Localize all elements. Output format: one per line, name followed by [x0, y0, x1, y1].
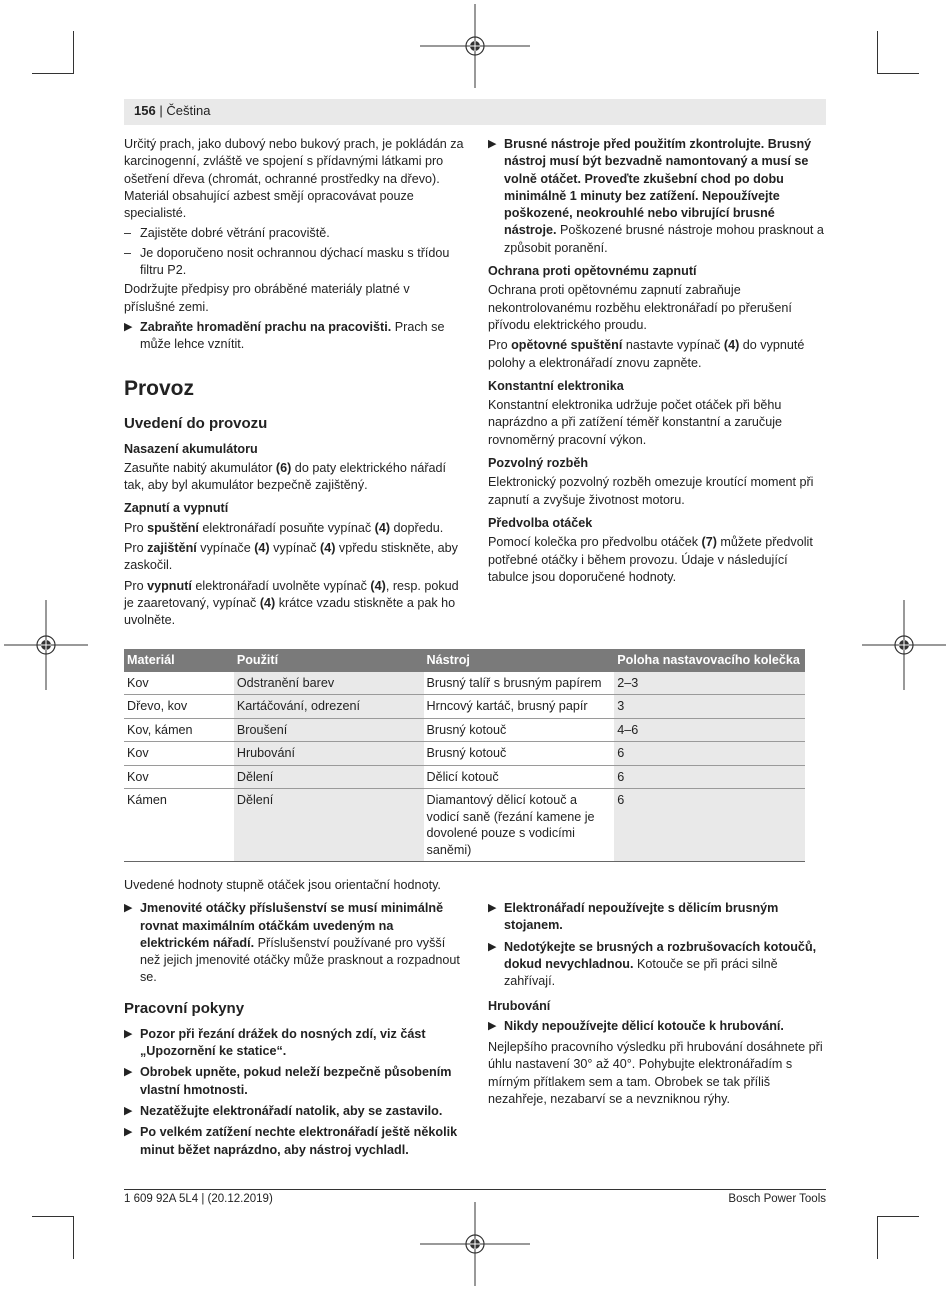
table-cell: Brusný kotouč [424, 718, 615, 742]
table-cell: 2–3 [614, 672, 805, 695]
paragraph: Pro zajištění vypínače (4) vypínač (4) vpředu stiskněte, aby zaskočil. [124, 541, 458, 573]
column-header: Materiál [124, 649, 234, 672]
warning-item: ▶ Obrobek upněte, pokud neleží bezpečně působením vlastní hmotnosti. [124, 1065, 452, 1097]
topic-heading: Hrubování [488, 999, 551, 1014]
header-language: Čeština [166, 103, 211, 118]
table-cell: Kámen [124, 789, 234, 862]
topic-heading: Předvolba otáček [488, 515, 593, 530]
paragraph: Pomocí kolečka pro předvolbu otáček (7) můžete předvolit potřebné otáčky i během provozu. Údaje v následující tabulce jsou doporučené hodnoty. [488, 535, 813, 584]
table-cell: 6 [614, 742, 805, 766]
topic-heading: Nasazení akumulátoru [124, 441, 258, 456]
table-row [124, 742, 805, 766]
crop-mark [877, 1216, 919, 1217]
table-cell: 4–6 [614, 718, 805, 742]
crop-mark [877, 73, 919, 74]
subsection-heading: Pracovní pokyny [124, 999, 245, 1017]
bullet-arrow-icon: ▶ [124, 902, 133, 915]
column-header: Poloha nastavovacího kolečka [614, 649, 805, 672]
warning-item: ▶ Po velkém zatížení nechte elektronářadí ještě několik minut běžet naprázdno, aby nástroj vychladl. [124, 1125, 458, 1157]
crop-mark [32, 73, 74, 74]
page-number: 156 [134, 103, 156, 118]
warning-item: ▶ Nezatěžujte elektronářadí natolik, aby se zastavilo. [124, 1103, 464, 1120]
topic-heading: Pozvolný rozběh [488, 456, 589, 471]
paragraph: Nejlepšího pracovního výsledku při hrubování dosáhnete při úhlu nastavení 30° až 40°. Pohybujte elektronářadím s mírným přítlakem sem a tam. Obrobek se tak příliš nezahřeje, nezabarví se a nevzniknou rýhy. [488, 1040, 823, 1106]
table-cell: Kov [124, 765, 234, 789]
warning-item: ▶ Brusné nástroje před použitím zkontrolujte. Brusný nástroj musí být bezvadně namontovaný a musí se volně otáčet. Proveďte zkušební chod po dobu minimálně 1 minuty bez zatížení. Nepoužívejte poškozené, neokrouhlé nebo vibrující brusné nástroje. Poškozené brusné nástroje mohou prasknout a způsobit poranění. [488, 137, 824, 255]
table-row [124, 695, 805, 719]
bullet-arrow-icon: ▶ [124, 1066, 133, 1079]
topic-heading: Zapnutí a vypnutí [124, 501, 229, 516]
bullet-arrow-icon: ▶ [488, 1019, 497, 1032]
footer-divider [124, 1189, 826, 1190]
table-cell: Kov [124, 742, 234, 766]
crop-mark [73, 31, 74, 74]
table-cell: Dělení [234, 789, 424, 862]
right-column-top [488, 136, 826, 589]
dash-item: – Je doporučeno nosit ochrannou dýchací masku s třídou filtru P2. [124, 245, 450, 278]
table-cell: 3 [614, 695, 805, 719]
table-cell: Hrncový kartáč, brusný papír [424, 695, 615, 719]
bullet-arrow-icon: ▶ [124, 1126, 133, 1139]
bullet-arrow-icon: ▶ [488, 138, 497, 150]
subsection-heading: Uvedení do provozu [124, 414, 268, 432]
bullet-arrow-icon: ▶ [124, 1104, 133, 1117]
table-cell: Kov [124, 672, 234, 695]
table-cell: Dělicí kotouč [424, 765, 615, 789]
table-cell: 6 [614, 789, 805, 862]
dash-item: – Zajistěte dobré větrání pracoviště. [124, 226, 330, 241]
table-header-row [124, 649, 805, 672]
paragraph: Pro spuštění elektronářadí posuňte vypínač (4) dopředu. [124, 520, 444, 535]
brand-name: Bosch Power Tools [728, 1193, 826, 1205]
paragraph: Zasuňte nabitý akumulátor (6) do paty elektrického nářadí tak, aby byl akumulátor bezpečně zajištěný. [124, 460, 447, 493]
header-separator: | [159, 103, 163, 118]
table-cell: Dřevo, kov [124, 695, 234, 719]
paragraph: Konstantní elektronika udržuje počet otáček při běhu naprázdno a při zatížení téměř konstantní a zaručuje rovnoměrný pracovní výkon. [488, 398, 783, 447]
table-cell: Odstranění barev [234, 672, 424, 695]
paragraph: Elektronický pozvolný rozběh omezuje kroutící moment při zapnutí a zvyšuje životnost motoru. [488, 475, 814, 507]
table-row [124, 672, 805, 695]
paragraph: Pro vypnutí elektronářadí uvolněte vypínač (4), resp. pokud je zaaretovaný, vypínač (4) krátce vzadu stiskněte a pak ho uvolněte. [124, 578, 459, 628]
paragraph: Určitý prach, jako dubový nebo bukový prach, je pokládán za karcinogenní, zvláště ve spojení s přídavnými látkami pro ošetření dřeva (chromát, ochranné prostředky na dřevo). Materiál obsahující azbest smějí opracovávat pouze specialisté. [124, 137, 464, 221]
bullet-arrow-icon: ▶ [124, 320, 133, 333]
table-cell: Broušení [234, 718, 424, 742]
table-cell: 6 [614, 765, 805, 789]
table-cell: Brusný talíř s brusným papírem [424, 672, 615, 695]
warning-item: ▶ Nikdy nepoužívejte dělicí kotouče k hrubování. [488, 1018, 826, 1035]
paragraph: Ochrana proti opětovnému zapnutí zabraňuje nekontrolovanému rozběhu elektronářadí po přerušení přívodu elektrického proudu. [488, 283, 792, 332]
table-cell: Diamantový dělicí kotouč a vodicí saně (řezání kamene je dovolené pouze s vodicími saněmi) [424, 789, 615, 862]
registration-mark-icon [420, 1202, 530, 1286]
table-cell: Kov, kámen [124, 718, 234, 742]
warning-item: ▶ Jmenovité otáčky příslušenství se musí minimálně rovnat maximálním otáčkám uvedeným na elektrickém nářadí. Příslušenství používané pro vyšší než jejich jmenovité otáčky může prasknout a rozpadnout se. [124, 901, 460, 985]
topic-heading: Ochrana proti opětovnému zapnutí [488, 264, 697, 279]
table-cell: Dělení [234, 765, 424, 789]
column-header: Nástroj [424, 649, 615, 672]
left-column-bottom [124, 877, 464, 1163]
table-cell: Brusný kotouč [424, 742, 615, 766]
table-cell: Kartáčování, odrezení [234, 695, 424, 719]
warning-item: ▶ Zabraňte hromadění prachu na pracovišti. Prach se může lehce vznítit. [124, 319, 445, 352]
paragraph: Dodržujte předpisy pro obráběné materiály platné v příslušné zemi. [124, 282, 410, 314]
topic-heading: Konstantní elektronika [488, 378, 624, 393]
registration-mark-icon [420, 4, 530, 88]
section-heading: Provoz [124, 376, 195, 400]
crop-mark [73, 1216, 74, 1259]
page-header [124, 99, 826, 125]
speed-table [124, 649, 805, 862]
column-header: Použití [234, 649, 424, 672]
crop-mark [877, 1216, 878, 1259]
paragraph: Uvedené hodnoty stupně otáček jsou orientační hodnoty. [124, 878, 441, 892]
warning-item: ▶ Nedotýkejte se brusných a rozbrušovacích kotoučů, dokud nevychladnou. Kotouče se při práci silně zahřívají. [488, 939, 817, 989]
document-code: 1 609 92A 5L4 | (20.12.2019) [124, 1193, 273, 1205]
warning-item: ▶ Pozor při řezání drážek do nosných zdí, viz část „Upozornění ke statice“. [124, 1026, 426, 1059]
registration-mark-icon [862, 600, 946, 690]
crop-mark [877, 31, 878, 74]
table-cell: Hrubování [234, 742, 424, 766]
warning-item: ▶ Elektronářadí nepoužívejte s dělicím brusným stojanem. [488, 901, 779, 933]
table-row [124, 718, 805, 742]
bullet-arrow-icon: ▶ [488, 902, 497, 914]
bullet-arrow-icon: ▶ [488, 940, 497, 953]
registration-mark-icon [4, 600, 88, 690]
left-column-top [124, 136, 464, 633]
bullet-arrow-icon: ▶ [124, 1027, 133, 1040]
crop-mark [32, 1216, 74, 1217]
table-row [124, 789, 805, 862]
right-column-bottom [488, 900, 826, 1111]
paragraph: Pro opětovné spuštění nastavte vypínač (4) do vypnuté polohy a elektronářadí znovu zapněte. [488, 338, 805, 370]
table-row [124, 765, 805, 789]
